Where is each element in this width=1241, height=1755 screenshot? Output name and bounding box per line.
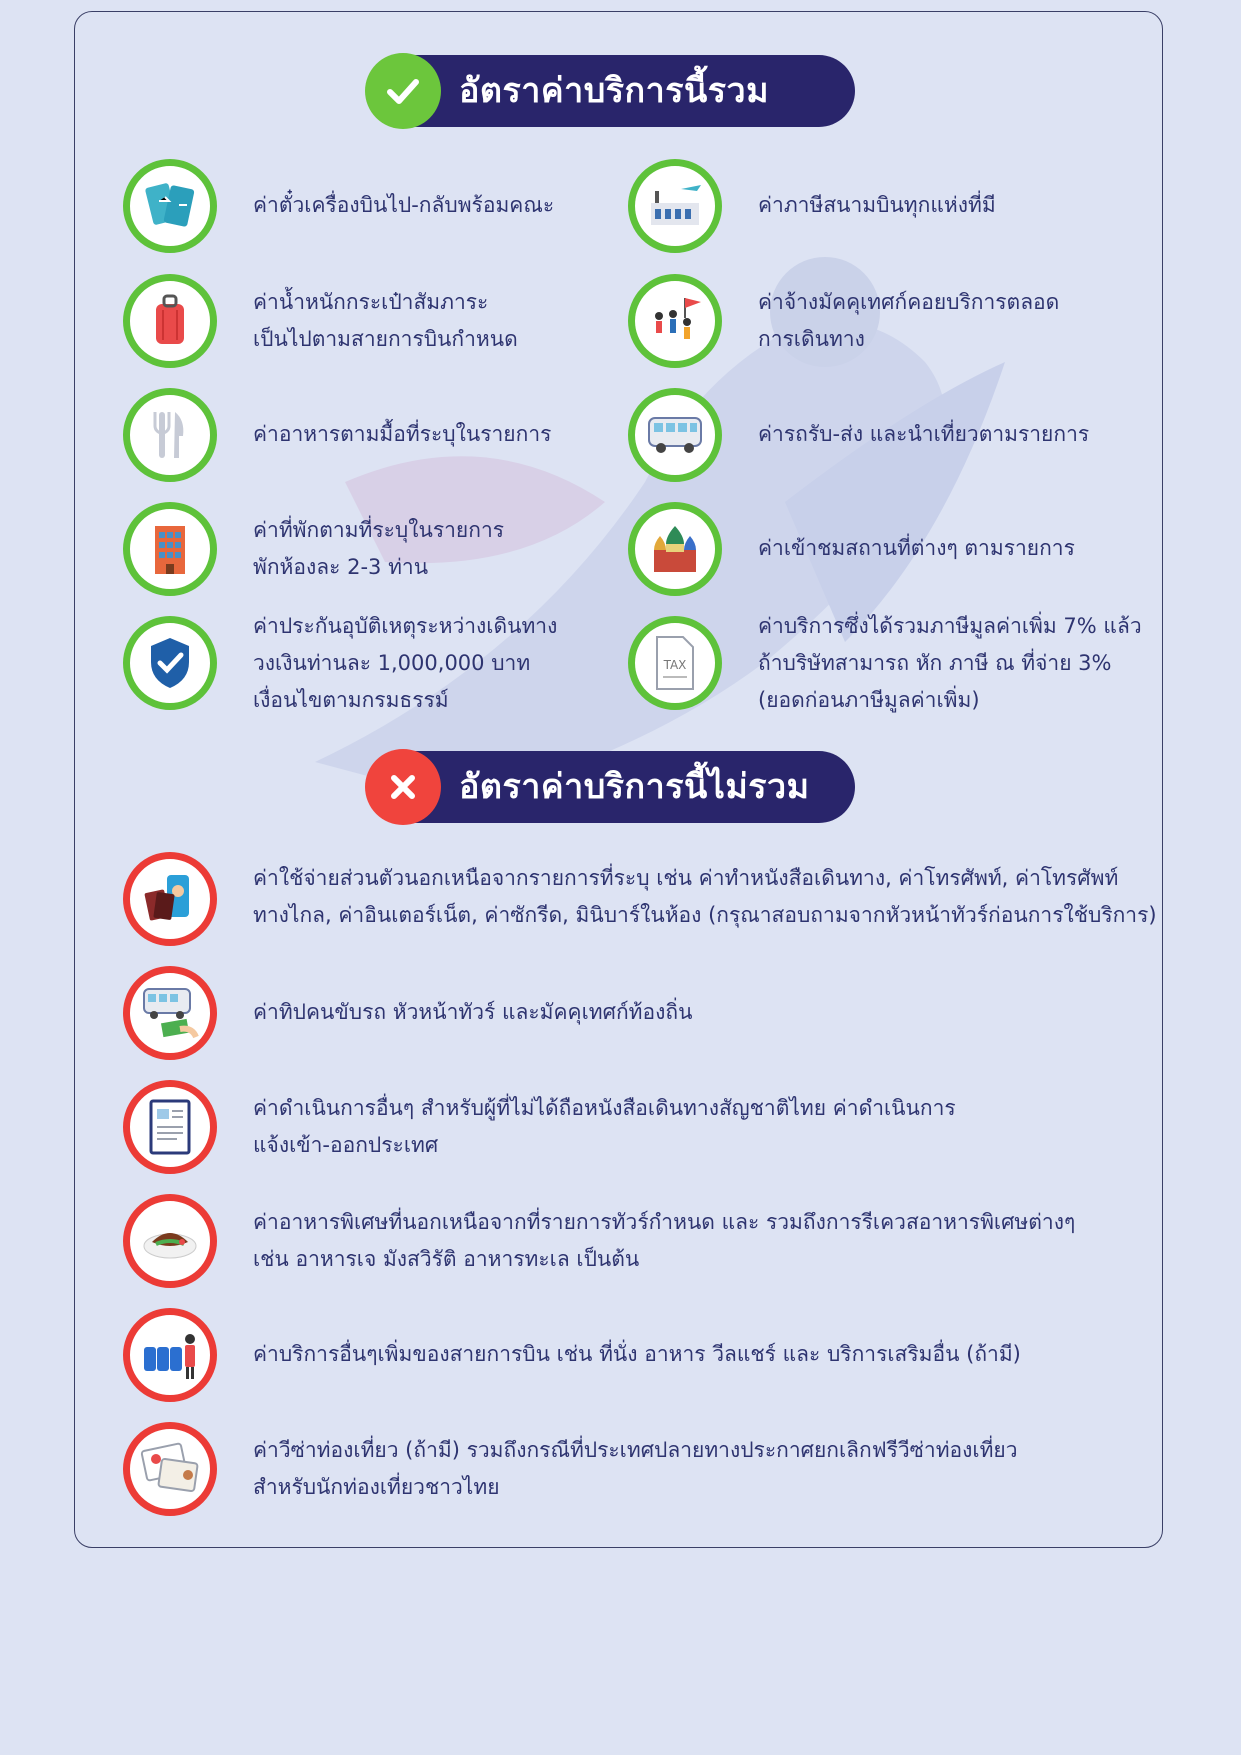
- included-item-line: วงเงินท่านละ 1,000,000 บาท: [253, 651, 531, 675]
- excluded-item-line: ทางไกล, ค่าอินเตอร์เน็ต, ค่าซักรีด, มินิบาร์ในห้อง (กรุณาสอบถามจากหัวหน้าทัวร์ก่อนการใช้บริการ): [253, 903, 1157, 927]
- tax-document-icon: [628, 616, 722, 710]
- bus-icon: [628, 388, 722, 482]
- excluded-item-line: ค่าวีซ่าท่องเที่ยว (ถ้ามี) รวมถึงกรณีที่ประเทศปลายทางประกาศยกเลิกฟรีวีซ่าท่องเที่ยว: [253, 1438, 1018, 1462]
- landmark-icon: [628, 502, 722, 596]
- passport-phone-icon: [123, 852, 217, 946]
- included-item-line: (ยอดก่อนภาษีมูลค่าเพิ่ม): [758, 688, 980, 712]
- included-item-line: การเดินทาง: [758, 327, 865, 351]
- excluded-item-line: ค่าอาหารพิเศษที่นอกเหนือจากที่รายการทัวร์กำหนด และ รวมถึงการรีเควสอาหารพิเศษต่างๆ: [253, 1210, 1076, 1234]
- airline-seat-icon: [123, 1308, 217, 1402]
- excluded-header: [375, 751, 855, 823]
- included-item-line: เป็นไปตามสายการบินกำหนด: [253, 327, 518, 351]
- excluded-item-line: ค่าทิปคนขับรถ หัวหน้าทัวร์ และมัคคุเทศก์ท้องถิ่น: [253, 1000, 693, 1024]
- service-card: [74, 11, 1163, 1548]
- shield-check-icon: [123, 616, 217, 710]
- included-title: อัตราค่าบริการนี้รวม: [459, 71, 769, 111]
- included-item-line: พักห้องละ 2-3 ท่าน: [253, 555, 429, 579]
- excluded-title: อัตราค่าบริการนี้ไม่รวม: [459, 767, 810, 807]
- included-item-line: ค่าประกันอุบัติเหตุระหว่างเดินทาง: [253, 614, 558, 638]
- excluded-item-line: เช่น อาหารเจ มังสวิรัติ อาหารทะเล เป็นต้น: [253, 1247, 640, 1271]
- included-item-line: ค่าอาหารตามมื้อที่ระบุในรายการ: [253, 422, 552, 446]
- visa-icon: [123, 1422, 217, 1516]
- hotel-icon: [123, 502, 217, 596]
- document-form-icon: [123, 1080, 217, 1174]
- included-item-line: ค่าที่พักตามที่ระบุในรายการ: [253, 518, 505, 542]
- tax-label: TAX: [663, 658, 687, 672]
- close-icon: [365, 749, 441, 825]
- excluded-item-line: ค่าใช้จ่ายส่วนตัวนอกเหนือจากรายการที่ระบุ เช่น ค่าทำหนังสือเดินทาง, ค่าโทรศัพท์, ค่าโทรศัพท์: [253, 866, 1119, 890]
- fork-knife-icon: [123, 388, 217, 482]
- included-item-line: ค่าบริการซึ่งได้รวมภาษีมูลค่าเพิ่ม 7% แล้ว: [758, 614, 1142, 638]
- special-meal-icon: [123, 1194, 217, 1288]
- excluded-item-line: ค่าดำเนินการอื่นๆ สำหรับผู้ที่ไม่ได้ถือหนังสือเดินทางสัญชาติไทย ค่าดำเนินการ: [253, 1096, 956, 1120]
- included-item-line: ถ้าบริษัทสามารถ หัก ภาษี ณ ที่จ่าย 3%: [758, 651, 1112, 675]
- included-item-line: ค่าจ้างมัคคุเทศก์คอยบริการตลอด: [758, 290, 1060, 314]
- luggage-icon: [123, 274, 217, 368]
- airport-icon: [628, 159, 722, 253]
- plane-tickets-icon: [123, 159, 217, 253]
- included-item-line: ค่าภาษีสนามบินทุกแห่งที่มี: [758, 193, 996, 217]
- bus-tip-icon: [123, 966, 217, 1060]
- excluded-item-line: สำหรับนักท่องเที่ยวชาวไทย: [253, 1475, 500, 1499]
- included-item-line: เงื่อนไขตามกรมธรรม์: [253, 688, 449, 712]
- excluded-item-line: ค่าบริการอื่นๆเพิ่มของสายการบิน เช่น ที่นั่ง อาหาร วีลแชร์ และ บริการเสริมอื่น (ถ้ามี): [253, 1342, 1021, 1366]
- included-item-line: ค่าน้ำหนักกระเป๋าสัมภาระ: [253, 290, 489, 314]
- included-item-line: ค่าเข้าชมสถานที่ต่างๆ ตามรายการ: [758, 536, 1075, 560]
- check-icon: [365, 53, 441, 129]
- excluded-item-line: แจ้งเข้า-ออกประเทศ: [253, 1133, 439, 1157]
- included-item-line: ค่ารถรับ-ส่ง และนำเที่ยวตามรายการ: [758, 422, 1090, 446]
- included-header: [375, 55, 855, 127]
- tour-guide-icon: [628, 274, 722, 368]
- included-item-line: ค่าตั๋วเครื่องบินไป-กลับพร้อมคณะ: [253, 193, 555, 217]
